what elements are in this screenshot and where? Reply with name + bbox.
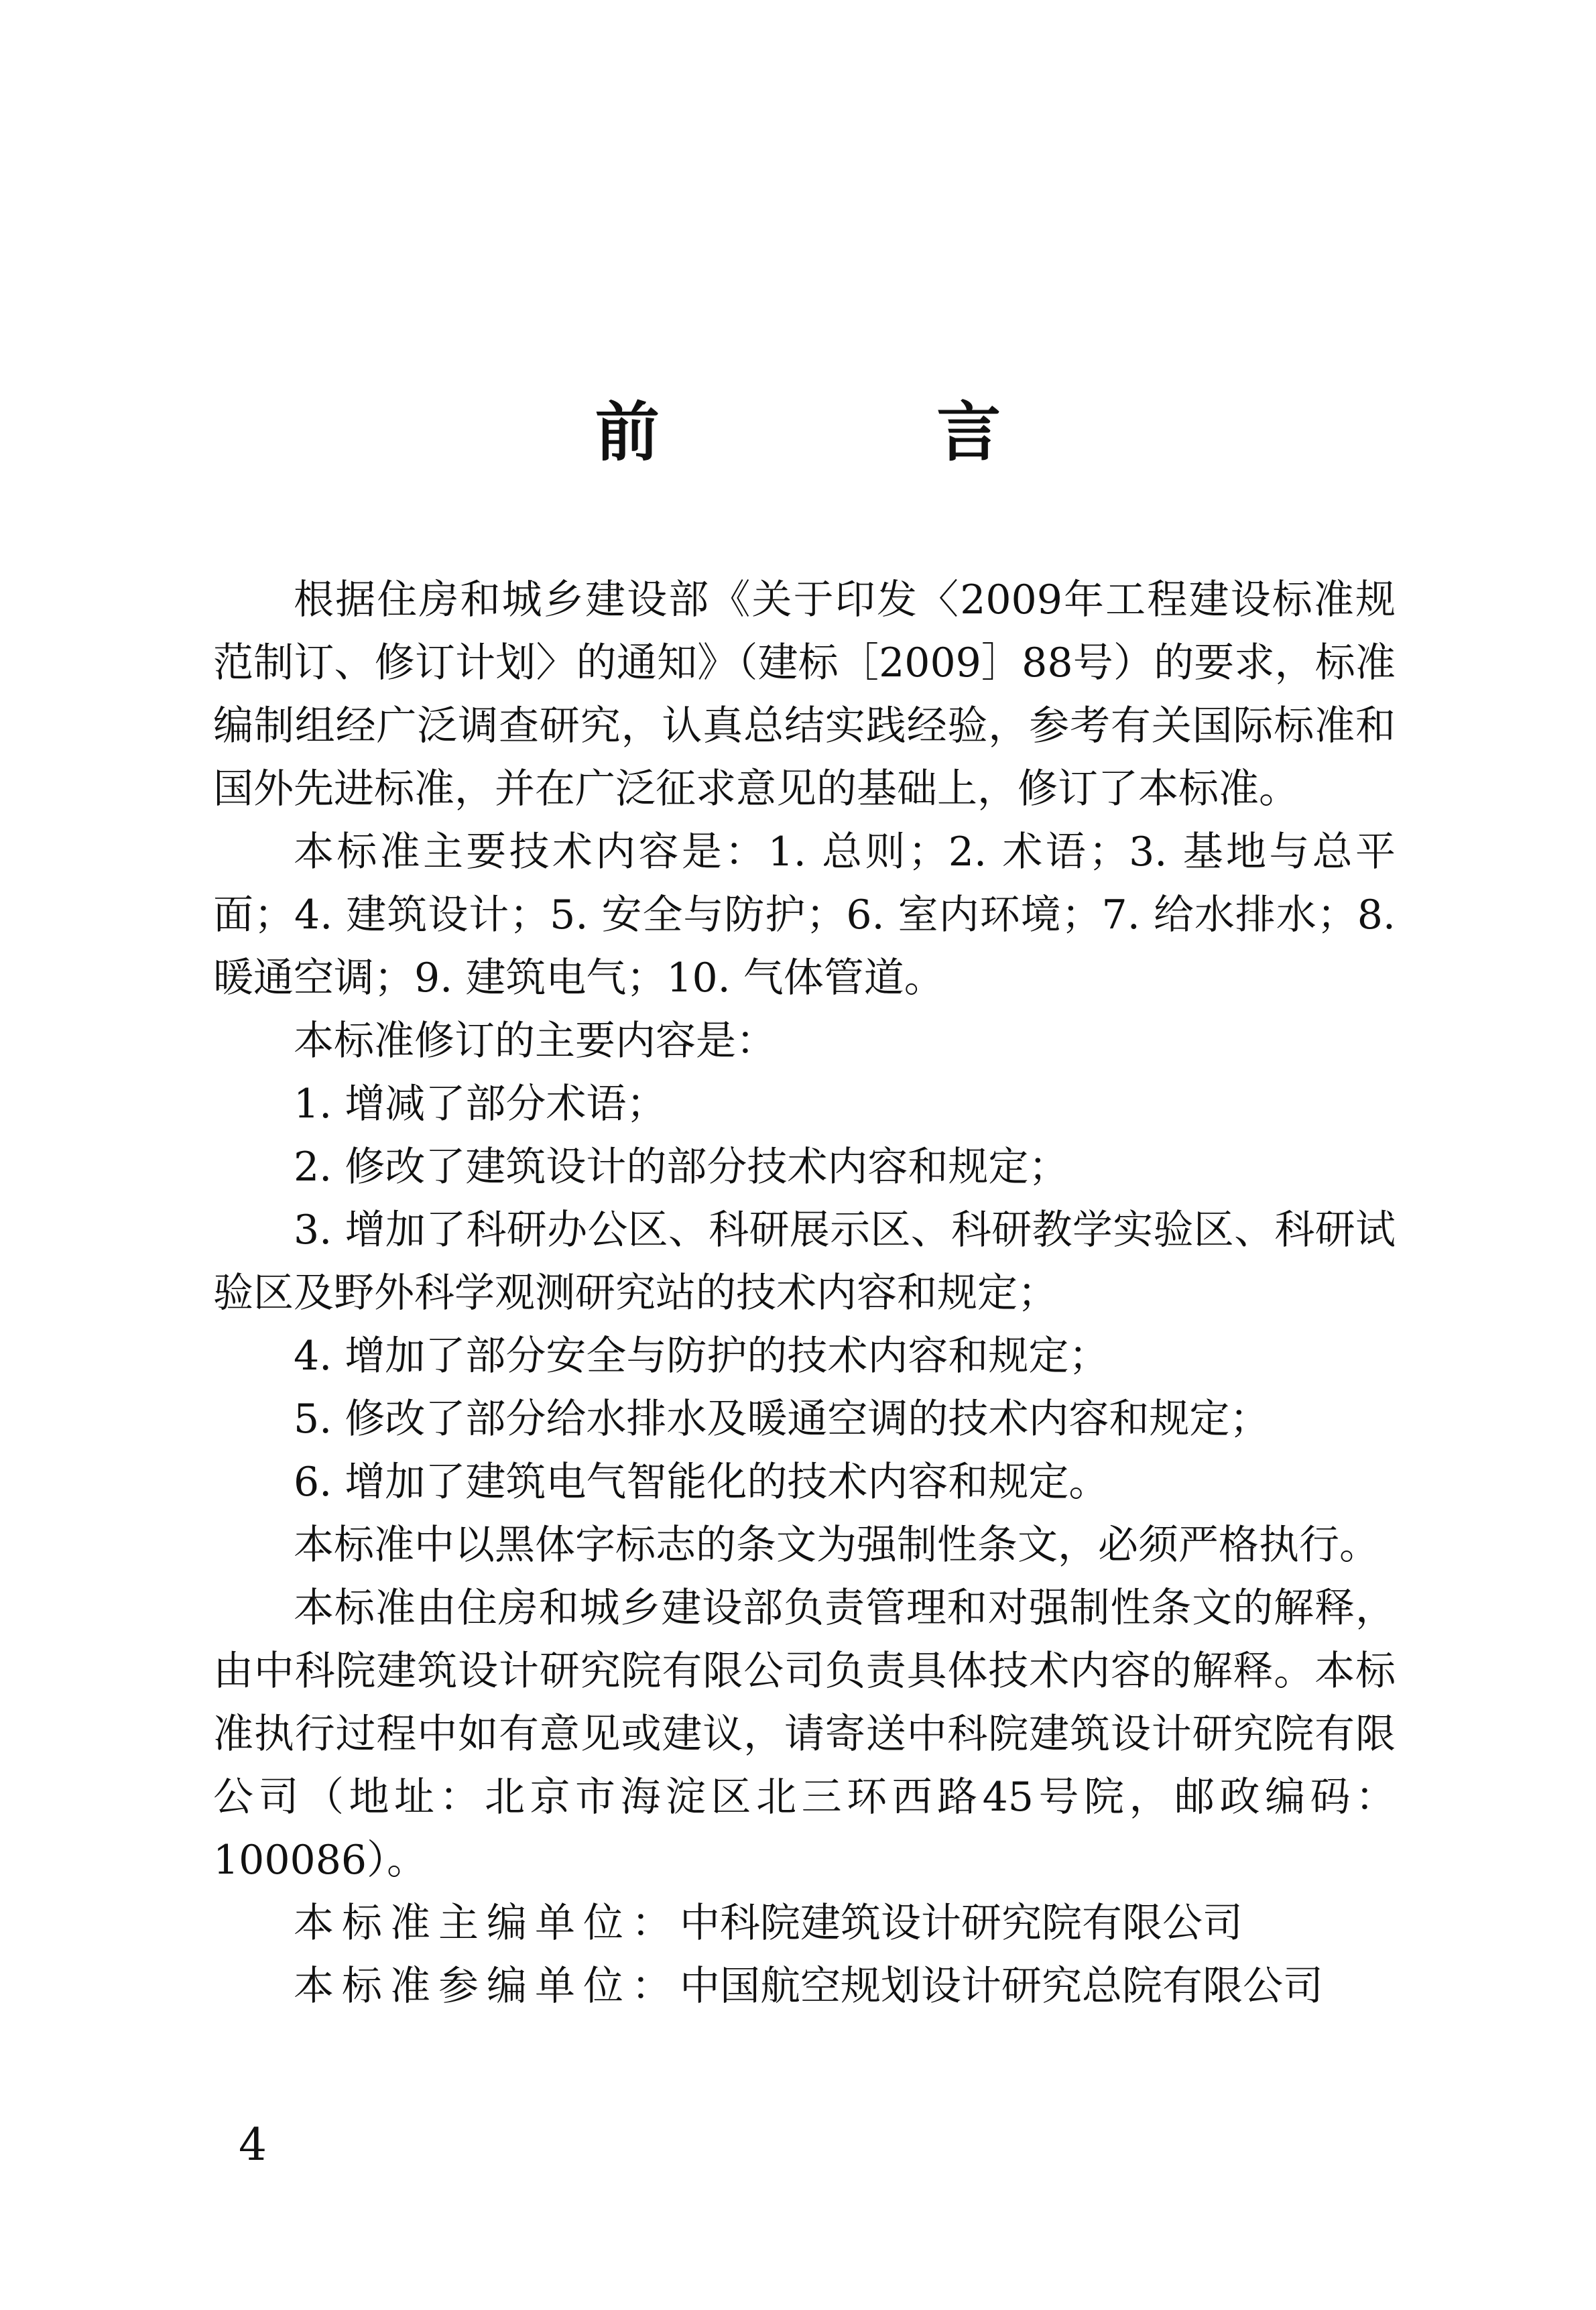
page-number: 4 <box>239 2119 267 2171</box>
paragraph-mandatory: 本标准中以黑体字标志的条文为强制性条文，必须严格执行。 <box>294 1522 1379 1569</box>
preface-body <box>213 568 1396 2018</box>
list-item: 2. 修改了建筑设计的部分技术内容和规定； <box>294 1144 1069 1191</box>
participating-value: 中国航空规划设计研究总院有限公司 <box>680 1963 1323 2010</box>
chief-editor-label: 本标准主编单位： <box>294 1900 680 1947</box>
list-item: 6. 增加了建筑电气智能化的技术内容和规定。 <box>294 1459 1109 1506</box>
page-title: 前 言 <box>595 394 1129 470</box>
list-item: 4. 增加了部分安全与防护的技术内容和规定； <box>294 1333 1109 1380</box>
paragraph-basis: 根据住房和城乡建设部《关于印发〈2009年工程建设标准规范制订、修订计划〉的通知》（建标［2009］88号）的要求，标准编制组经广泛调查研究，认真总结实践经验，参考有关国际标准和国外先进标准，并在广泛征求意见的基础上，修订了本标准。 <box>213 576 1396 812</box>
paragraph-management: 本标准由住房和城乡建设部负责管理和对强制性条文的解释，由中科院建筑设计研究院有限公司负责具体技术内容的解释。本标准执行过程中如有意见或建议，请寄送中科院建筑设计研究院有限公司（地址：北京市海淀区北三环西路45号院，邮政编码：100086）。 <box>213 1585 1396 1884</box>
participating-unit <box>213 1955 1396 2018</box>
list-item: 1. 增减了部分术语； <box>294 1081 667 1128</box>
paragraph-main-content: 本标准主要技术内容是：1. 总则；2. 术语；3. 基地与总平面；4. 建筑设计；5. 安全与防护；6. 室内环境；7. 给水排水；8. 暖通空调；9. 建筑电气；10. 气体管道。 <box>213 829 1396 1001</box>
list-item: 5. 修改了部分给水排水及暖通空调的技术内容和规定； <box>294 1396 1270 1443</box>
list-item: 3. 增加了科研办公区、科研展示区、科研教学实验区、科研试验区及野外科学观测研究站的技术内容和规定； <box>213 1207 1396 1317</box>
paragraph-revision-intro: 本标准修订的主要内容是： <box>294 1018 776 1065</box>
chief-editor-value: 中科院建筑设计研究院有限公司 <box>680 1900 1243 1947</box>
participating-label: 本标准参编单位： <box>294 1963 680 2010</box>
chief-editor-unit <box>213 1892 1396 1955</box>
